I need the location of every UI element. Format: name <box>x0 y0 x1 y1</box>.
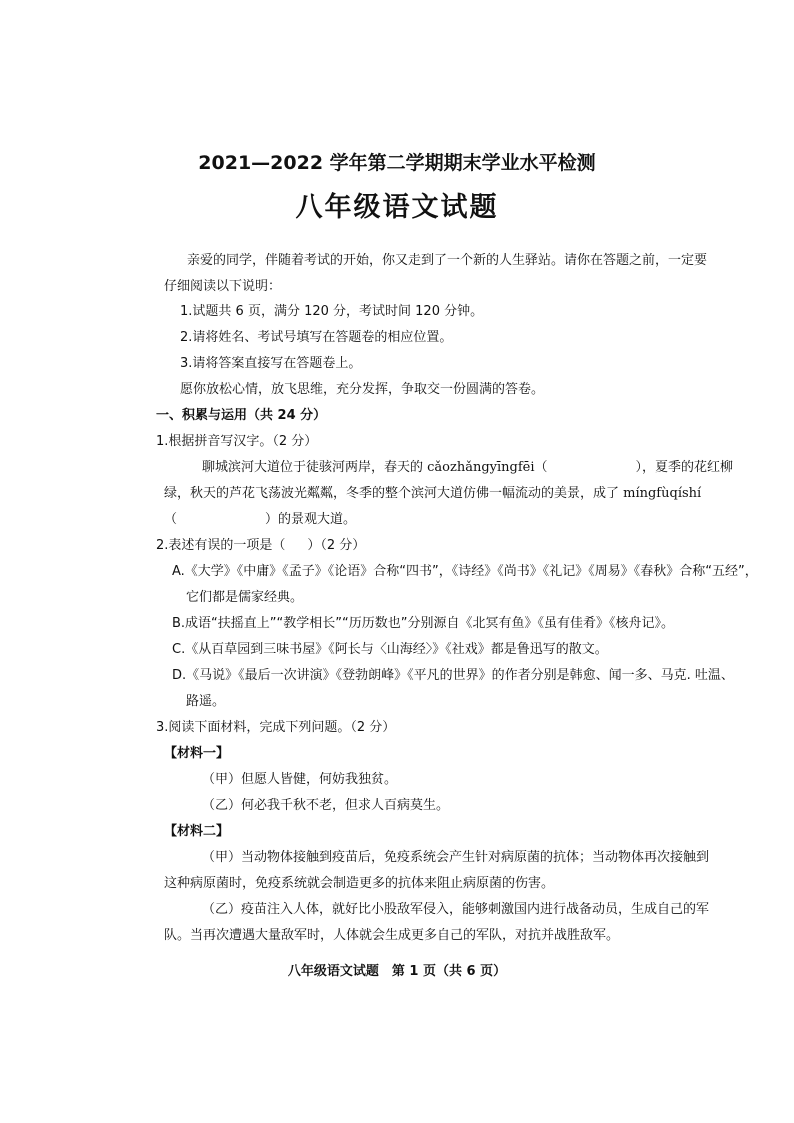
exam-subject-title: 八年级语文试题 <box>295 192 499 223</box>
instruction-2: 2.请将姓名、考试号填写在答题卷的相应位置。 <box>180 330 453 345</box>
exam-title: 2021—2022 学年第二学期期末学业水平检测 <box>198 152 596 174</box>
option-a-line-2: 它们都是儒家经典。 <box>186 590 304 605</box>
question-3-stem: 3.阅读下面材料，完成下列问题。（2 分） <box>156 720 396 735</box>
question-1-text-a: 聊城滨河大道位于徒骇河两岸，春天的 cǎozhǎngyīngfēi（ <box>202 460 548 475</box>
option-d-line-2: 路遥。 <box>186 694 226 709</box>
question-1-line-1 <box>202 459 733 477</box>
page-footer: 八年级语文试题 第 1 页（共 6 页） <box>287 964 507 979</box>
option-d-line-1: D.《马说》《最后一次讲演》《登勃朗峰》《平凡的世界》的作者分别是韩愈、闻一多、马克. 吐温、 <box>172 668 734 683</box>
intro-line-2: 仔细阅读以下说明： <box>164 279 282 294</box>
material-2-b-line-2: 队。当再次遭遇大量敌军时，人体就会生成更多自己的军队，对抗并战胜敌军。 <box>164 928 620 943</box>
question-2-text-b: ）（2 分） <box>307 538 366 553</box>
question-1-text-d: ）的景观大道。 <box>265 512 357 527</box>
intro-line-1: 亲爱的同学，伴随着考试的开始，你又走到了一个新的人生驿站。请你在答题之前，一定要 <box>187 253 708 268</box>
material-2-a-line-2: 这种病原菌时，免疫系统就会制造更多的抗体来阻止病原菌的伤害。 <box>164 876 555 891</box>
material-1-a: （甲）但愿人皆健，何妨我独贫。 <box>202 772 398 787</box>
material-2-a-line-1: （甲）当动物体接触到疫苗后，免疫系统会产生针对病原菌的抗体；当动物体再次接触到 <box>202 850 710 865</box>
question-1-stem: 1.根据拼音写汉字。（2 分） <box>156 434 318 449</box>
option-b: B.成语“扶摇直上”“教学相长”“历历数也”分别源自《北冥有鱼》《虽有佳肴》《核舟记》。 <box>172 616 674 631</box>
question-1-text-b: ），夏季的花红柳 <box>635 460 734 475</box>
instruction-3: 3.请将答案直接写在答题卷上。 <box>180 356 362 371</box>
material-2-label: 【材料二】 <box>164 824 230 839</box>
material-1-b: （乙）何必我千秋不老，但求人百病莫生。 <box>202 798 450 813</box>
question-2-text-a: 2.表述有误的一项是（ <box>156 538 286 553</box>
question-1-line-3 <box>164 511 356 529</box>
question-1-text-c: （ <box>164 512 178 527</box>
question-1-line-2: 绿，秋天的芦花飞荡波光粼粼，冬季的整个滨河大道仿佛一幅流动的美景，成了 míngfùqíshí <box>164 486 702 501</box>
question-2-stem <box>156 537 365 555</box>
option-c: C.《从百草园到三味书屋》《阿长与〈山海经〉》《社戏》都是鲁迅写的散文。 <box>172 642 608 657</box>
section-heading: 一、积累与运用（共 24 分） <box>156 408 327 423</box>
option-a-line-1: A.《大学》《中庸》《孟子》《论语》合称“四书”，《诗经》《尚书》《礼记》《周易》《春秋》合称“五经”， <box>172 564 758 579</box>
material-1-label: 【材料一】 <box>164 746 230 761</box>
material-2-b-line-1: （乙）疫苗注入人体，就好比小股敌军侵入，能够刺激国内进行战备动员，生成自己的军 <box>202 902 710 917</box>
intro-wish: 愿你放松心情，放飞思维，充分发挥，争取交一份圆满的答卷。 <box>180 382 545 397</box>
instruction-1: 1.试题共 6 页，满分 120 分，考试时间 120 分钟。 <box>180 304 484 319</box>
